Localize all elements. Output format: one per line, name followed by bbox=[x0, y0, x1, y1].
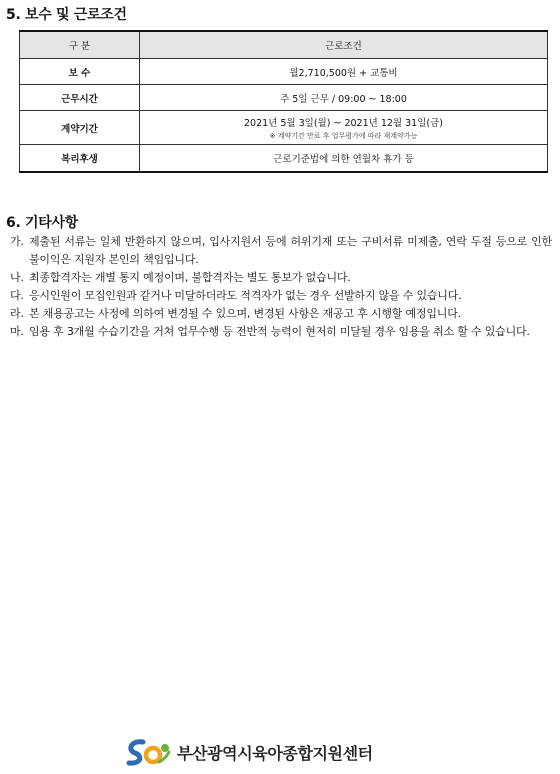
footer bbox=[123, 736, 373, 768]
row-value-pay: 월2,710,500원 + 교통비 bbox=[140, 59, 548, 85]
contract-note: ※ 계약기간 만료 후 업무평가에 따라 재계약가능 bbox=[269, 131, 418, 140]
list-text: 제출된 서류는 일체 반환하지 않으며, 입사지원서 등에 허위기재 또는 구비서류 미제출, 연락 두절 등으로 인한 불이익은 지원자 본인의 책임입니다. bbox=[29, 235, 552, 266]
row-label-pay: 보 수 bbox=[20, 59, 140, 85]
other-notes-list bbox=[10, 233, 552, 341]
section-5-title: 5. 보수 및 근로조건 bbox=[6, 7, 127, 23]
list-marker: 가. bbox=[10, 235, 24, 248]
list-marker: 나. bbox=[10, 271, 24, 284]
row-value-hours: 주 5일 근무 / 09:00 ~ 18:00 bbox=[140, 85, 548, 111]
table-row bbox=[20, 85, 548, 111]
center-brand-name: 부산광역시육아종합지원센터 bbox=[177, 743, 373, 763]
list-text: 임용 후 3개월 수습기간을 거쳐 업무수행 등 전반적 능력이 현저히 미달될 경우 임용을 취소 할 수 있습니다. bbox=[29, 325, 530, 338]
table-header-category: 구 분 bbox=[20, 31, 140, 59]
list-item bbox=[10, 305, 552, 323]
list-marker: 마. bbox=[10, 325, 24, 338]
center-logo-icon bbox=[123, 736, 171, 768]
working-conditions-table bbox=[19, 30, 548, 173]
row-value-benefits: 근로기준법에 의한 연월차 휴가 등 bbox=[140, 145, 548, 172]
table-header-row bbox=[20, 31, 548, 59]
table-row bbox=[20, 59, 548, 85]
table-header-conditions: 근로조건 bbox=[140, 31, 548, 59]
list-marker: 라. bbox=[10, 307, 24, 320]
list-item bbox=[10, 287, 552, 305]
list-item bbox=[10, 269, 552, 287]
section-6-title: 6. 기타사항 bbox=[6, 215, 78, 231]
table-row bbox=[20, 111, 548, 145]
list-marker: 다. bbox=[10, 289, 24, 302]
row-value-contract bbox=[140, 111, 548, 145]
list-text: 응시인원이 모집인원과 같거나 미달하더라도 적격자가 없는 경우 선발하지 않을 수 있습니다. bbox=[29, 289, 462, 302]
contract-period: 2021년 5월 3일(월) ~ 2021년 12월 31일(금) bbox=[244, 117, 443, 129]
row-label-hours: 근무시간 bbox=[20, 85, 140, 111]
row-label-contract: 계약기간 bbox=[20, 111, 140, 145]
row-label-benefits: 복리후생 bbox=[20, 145, 140, 172]
list-text: 본 채용공고는 사정에 의하여 변경될 수 있으며, 변경된 사항은 재공고 후 시행할 예정입니다. bbox=[29, 307, 461, 320]
list-item bbox=[10, 323, 552, 341]
list-text: 최종합격자는 개별 통지 예정이며, 불합격자는 별도 통보가 없습니다. bbox=[29, 271, 351, 284]
list-item bbox=[10, 233, 552, 269]
table-row bbox=[20, 145, 548, 172]
